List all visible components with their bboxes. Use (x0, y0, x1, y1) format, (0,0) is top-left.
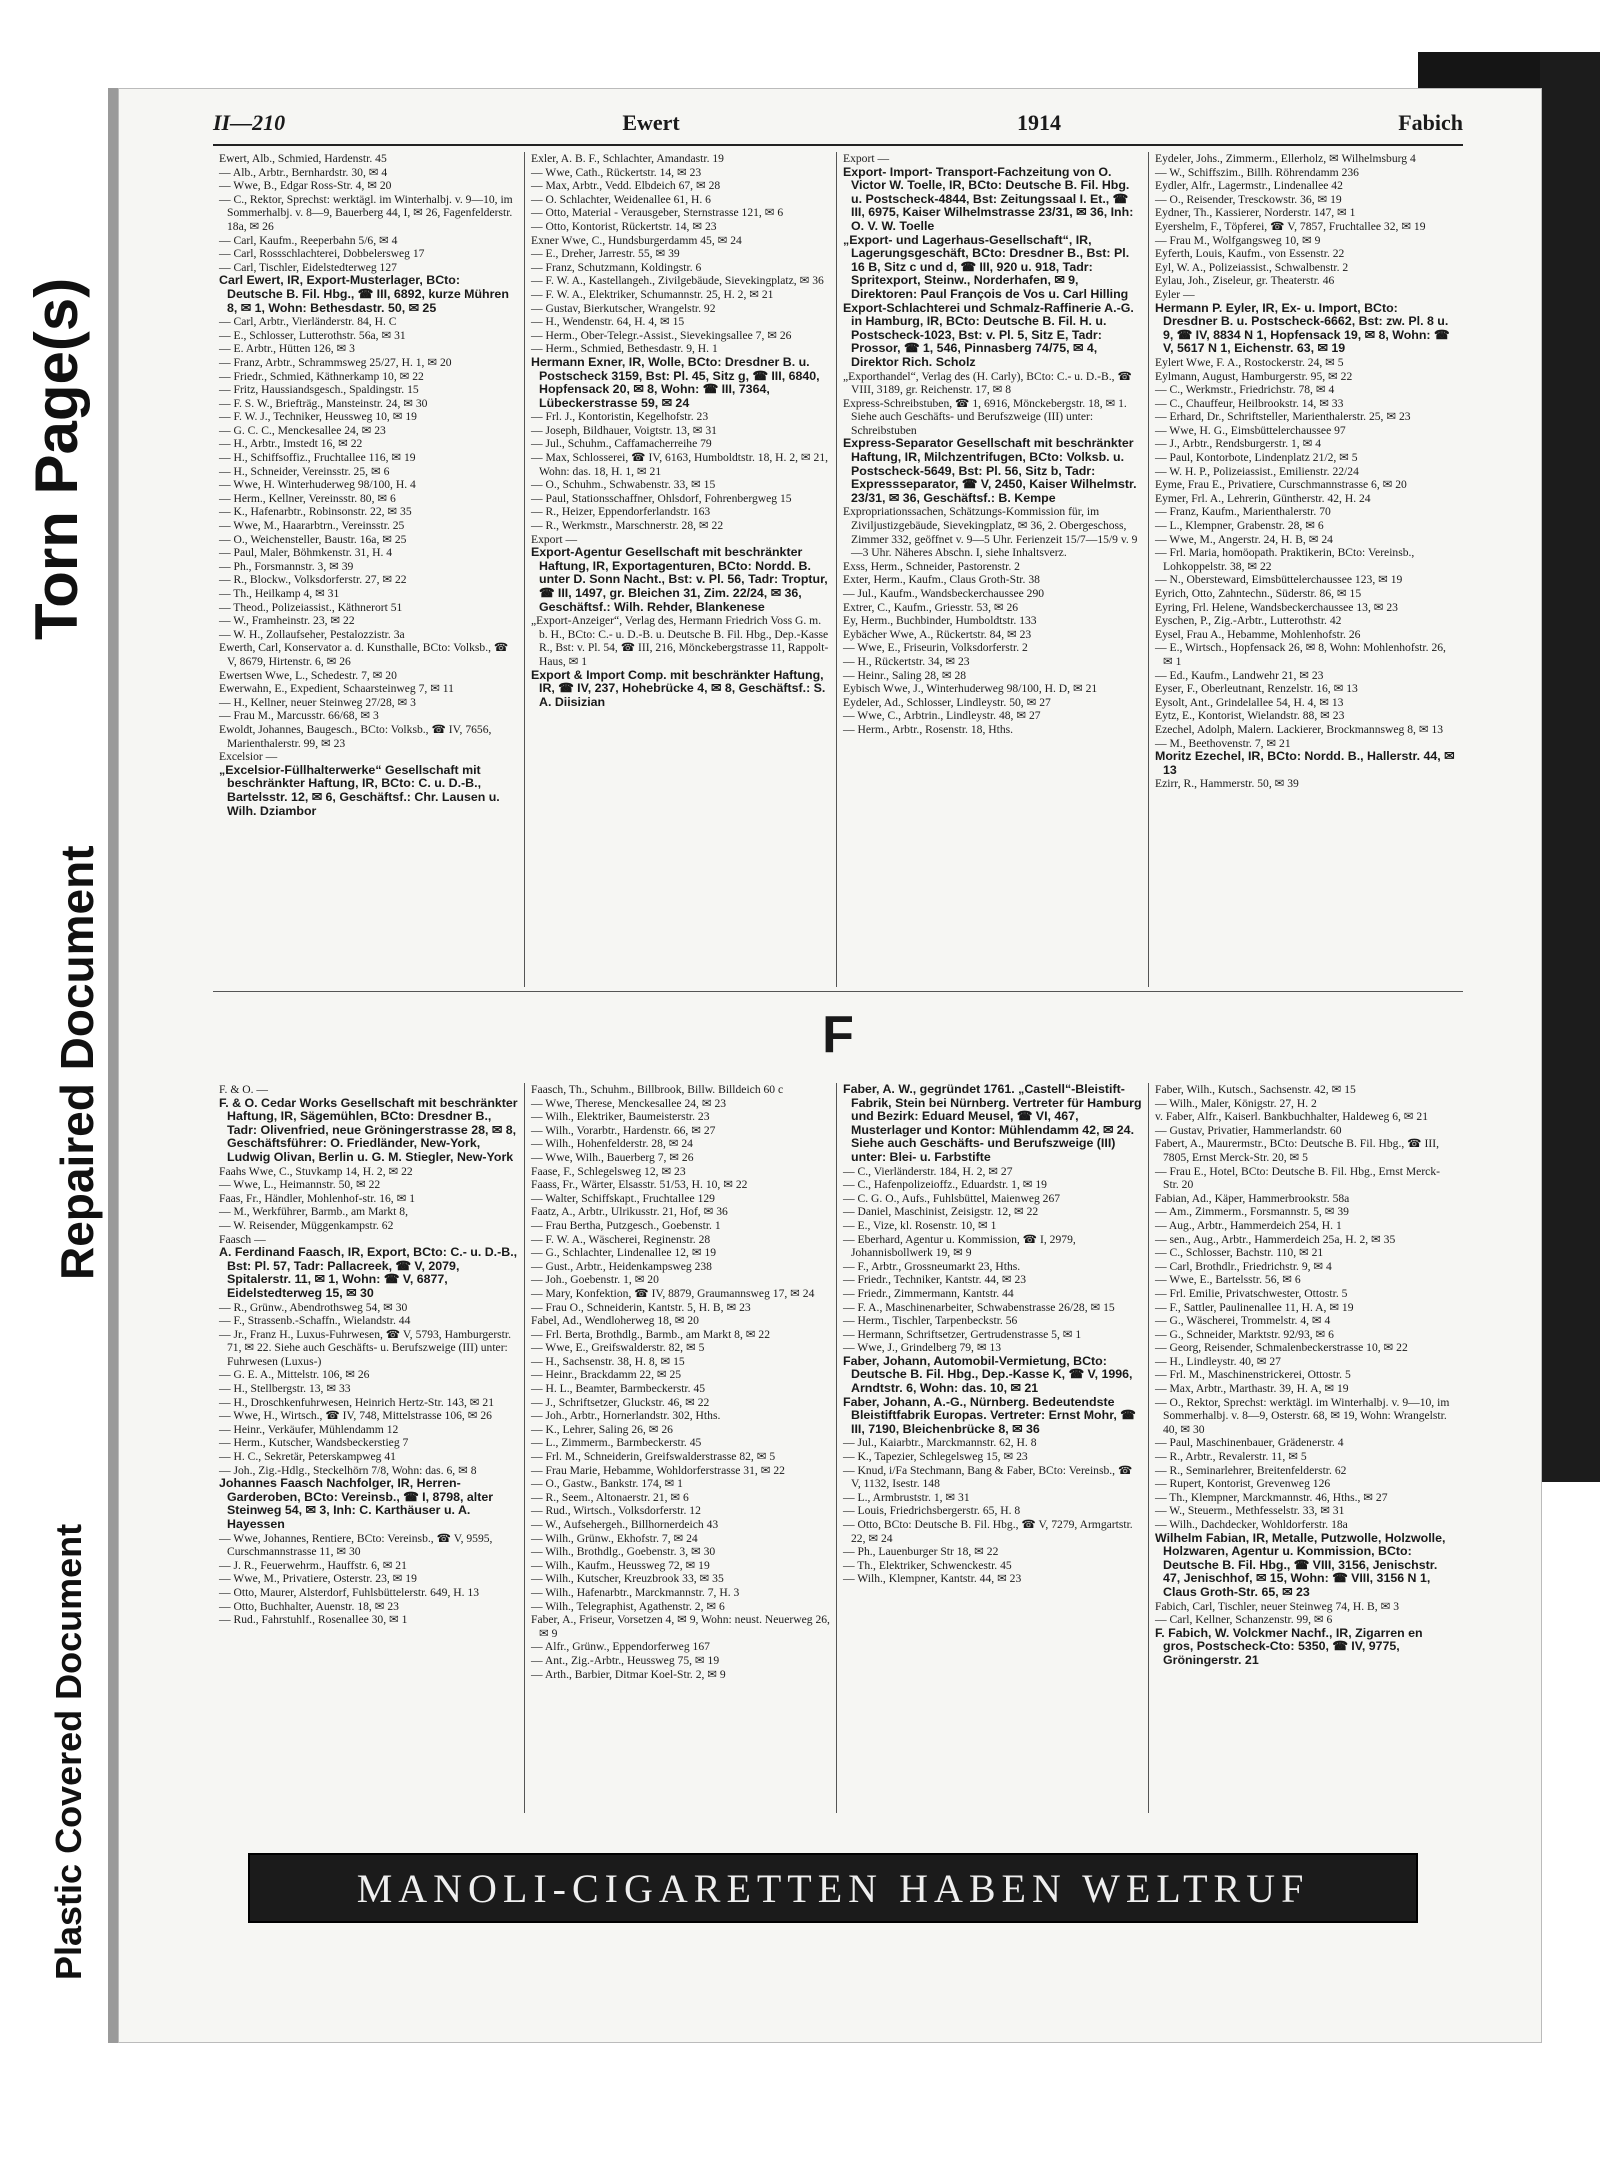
directory-entry: — Frau M., Wolfgangsweg 10, ✉ 9 (1155, 233, 1321, 247)
directory-entry: v. Faber, Alfr., Kaiserl. Bankbuchhalter, Haldeweg 6, ✉ 21 (1155, 1110, 1429, 1124)
directory-entry: — Aug., Arbtr., Hammerdeich 254, H. 1 (1155, 1218, 1342, 1232)
directory-entry: — E., Vize, kl. Rosenstr. 10, ✉ 1 (843, 1218, 997, 1232)
directory-entry: — Franz, Schutzmann, Koldingstr. 6 (531, 260, 702, 274)
directory-entry: Fabian, Ad., Käper, Hammerbrookstr. 58a (1155, 1191, 1350, 1205)
directory-entry: — Th., Elektriker, Schwenckestr. 45 (843, 1558, 1012, 1572)
directory-entry: Faahs Wwe, C., Stuvkamp 14, H. 2, ✉ 22 (219, 1164, 413, 1178)
directory-entry: Eylert Wwe, F. A., Rostockerstr. 24, ✉ 5 (1155, 355, 1344, 369)
directory-entry: — C., Hafenpolizeioffz., Eduardstr. 1, ✉ 19 (843, 1178, 1047, 1192)
directory-entry: Faas, Fr., Händler, Mohlenhof-str. 16, ✉ 1 (219, 1191, 416, 1205)
directory-entry: — E., Wirtsch., Hopfensack 26, ✉ 8, Wohn: Mohlenhofstr. 26, ✉ 1 (1155, 641, 1446, 668)
directory-entry: — Friedr., Schmied, Käthnerkamp 10, ✉ 22 (219, 369, 424, 383)
directory-entry: — Wwe, C., Arbtrin., Lindleystr. 48, ✉ 27 (843, 709, 1041, 723)
directory-entry: — Georg, Reisender, Schmalenbeckerstrasse 10, ✉ 22 (1155, 1341, 1408, 1355)
directory-entry: Export — (531, 532, 578, 546)
directory-entry: F. & O. — (219, 1083, 268, 1096)
directory-entry: — Wilh., Grünw., Ekhofstr. 7, ✉ 24 (531, 1531, 698, 1545)
directory-entry: — R., Arbtr., Revalerstr. 11, ✉ 5 (1155, 1450, 1307, 1464)
directory-entry: — R., Seminarlehrer, Breitenfelderstr. 62 (1155, 1463, 1347, 1477)
directory-entry: Eyler — (1155, 287, 1195, 301)
directory-entry: — Erhard, Dr., Schriftsteller, Marienthalerstr. 25, ✉ 23 (1155, 410, 1411, 424)
directory-entry: Eyl, W. A., Polizeiassist., Schwalbenstr. 2 (1155, 260, 1349, 274)
directory-entry: Exner Wwe, C., Hundsburgerdamm 45, ✉ 24 (531, 233, 742, 247)
directory-entry: — H., Arbtr., Imstedt 16, ✉ 22 (219, 437, 363, 451)
directory-entry: Eysel, Frau A., Hebamme, Mohlenhofstr. 26 (1155, 627, 1361, 641)
section-letter: F (213, 991, 1463, 1077)
directory-entry: — E., Dreher, Jarrestr. 55, ✉ 39 (531, 247, 680, 261)
directory-entry: — Knud, i/Fa Stechmann, Bang & Faber, BCto: Vereinsb., ☎ V, 1132, Isestr. 148 (843, 1463, 1133, 1491)
directory-entry: — Herm., Kellner, Vereinsstr. 80, ✉ 6 (219, 491, 396, 505)
directory-entry: — Theod., Polizeiassist., Käthnerort 51 (219, 600, 403, 614)
directory-entry: — Paul, Kontorbote, Lindenplatz 21/2, ✉ 5 (1155, 451, 1358, 465)
directory-entry: — H., Wendenstr. 64, H. 4, ✉ 15 (531, 315, 685, 329)
directory-entry: — F. W. J., Techniker, Heussweg 10, ✉ 19 (219, 410, 417, 424)
directory-entry: Fabich, Carl, Tischler, neuer Steinweg 74, H. B, ✉ 3 (1155, 1599, 1400, 1613)
directory-entry: — Wwe, M., Privatiere, Osterstr. 23, ✉ 19 (219, 1572, 417, 1586)
directory-entry: — Heinr., Brackdamm 22, ✉ 25 (531, 1368, 682, 1382)
directory-entry: — W. H. P., Polizeiassist., Emilienstr. 22/24 (1155, 464, 1359, 478)
directory-entry: — Max, Arbtr., Vedd. Elbdeich 67, ✉ 28 (531, 179, 721, 193)
directory-entry: „Exporthandel“, Verlag des (H. Carly), BCto: C.- u. D.-B., ☎ VIII, 3189, gr. Reichenstr. 17, ✉ 8 (843, 369, 1132, 397)
directory-entry: Ey, Herm., Buchbinder, Humboldtstr. 133 (843, 614, 1037, 628)
directory-entry: Expropriationssachen, Schätzungs-Kommission für, im Ziviljustizgebäude, Sievekingplatz, ✉ 36, 2. Obergeschoss, Zimmer 332, geöffnet v. 9—5 Uhr. Ferienzeit 15/7—15/9 v. 9—3 Uhr. Näheres Abschn. I, siehe Inhaltsverz. (843, 505, 1138, 560)
directory-entry: — Wwe, H. G., Eimsbüttelerchaussee 97 (1155, 423, 1346, 437)
directory-entry: — Joh., Goebenstr. 1, ✉ 20 (531, 1273, 659, 1287)
directory-entry: Faass, Fr., Wärter, Elsasstr. 51/53, H. 10, ✉ 22 (531, 1178, 748, 1192)
directory-entry: — Wilh., Maler, Königstr. 27, H. 2 (1155, 1096, 1317, 1110)
directory-entry: Eymer, Frl. A., Lehrerin, Güntherstr. 42, H. 24 (1155, 491, 1371, 505)
directory-entry: — Hermann, Schriftsetzer, Gertrudenstrasse 5, ✉ 1 (843, 1327, 1082, 1341)
directory-entry: — H., Droschkenfuhrwesen, Heinrich Hertz-Str. 143, ✉ 21 (219, 1395, 495, 1409)
directory-entry: — Herm., Ober-Telegr.-Assist., Sievekingsallee 7, ✉ 26 (531, 328, 792, 342)
directory-entry: — C., Rektor, Sprechst: werktägl. im Winterhalbj. v. 9—10, im Sommerhalbj. v. 8—9, Bauerberg 44, I, ✉ 26, Fagenfelderstr. 18a, ✉ 26 (219, 192, 513, 233)
directory-entry: — Gust., Arbtr., Heidenkampsweg 238 (531, 1259, 712, 1273)
directory-entry: — Jul., Kaiarbtr., Marckmannstr. 62, H. 8 (843, 1436, 1037, 1450)
directory-entry: — F. A., Maschinenarbeiter, Schwabenstrasse 26/28, ✉ 15 (843, 1300, 1115, 1314)
directory-entry: Eydeler, Johs., Zimmerm., Ellerholz, ✉ Wilhelmsburg 4 (1155, 152, 1416, 165)
directory-entry: Ewoldt, Johannes, Baugesch., BCto: Volksb., ☎ IV, 7656, Marienthalerstr. 99, ✉ 23 (219, 722, 492, 750)
directory-column (213, 152, 525, 987)
directory-entry: — Carl, Kaufm., Reeperbahn 5/6, ✉ 4 (219, 233, 398, 247)
directory-entry: — C., Vierländerstr. 184, H. 2, ✉ 27 (843, 1164, 1013, 1178)
directory-entry: — F. W. A., Elektriker, Schumannstr. 25, H. 2, ✉ 21 (531, 287, 774, 301)
directory-entry: — L., Armbruststr. 1, ✉ 31 (843, 1490, 970, 1504)
directory-entry: — G. E. A., Mittelstr. 106, ✉ 26 (219, 1368, 370, 1382)
directory-entry: Exter, Herm., Kaufm., Claus Groth-Str. 38 (843, 573, 1040, 587)
directory-entry: — R., Werkmstr., Marschnerstr. 28, ✉ 22 (531, 519, 724, 533)
directory-entry: Extrer, C., Kaufm., Griesstr. 53, ✉ 26 (843, 600, 1019, 614)
directory-entry: Export-Agentur Gesellschaft mit beschränkter Haftung, IR, Exportagenturen, BCto: Nordd. B. unter D. Sonn Nacht., Bst: v. Pl. 56, Tadr: Troptur, ☎ III, 1497, gr. Bleichen 31, Zim. 22/24, ✉ 36, Geschäftsf.: Wilh. Rehder, Blankenese (531, 545, 828, 614)
directory-entry: — Gustav, Privatier, Hammerlandstr. 60 (1155, 1123, 1342, 1137)
directory-entry: — H., Sachsenstr. 38, H. 8, ✉ 15 (531, 1354, 685, 1368)
directory-entry: — Franz, Kaufm., Marienthalerstr. 70 (1155, 505, 1331, 519)
directory-entry: — Frl. Emilie, Privatschwester, Ottostr. 5 (1155, 1286, 1348, 1300)
directory-entry: — K., Hafenarbtr., Robinsonstr. 22, ✉ 35 (219, 505, 412, 519)
directory-entry: — Ph., Forsmannstr. 3, ✉ 39 (219, 559, 354, 573)
directory-entry: — F., Sattler, Paulinenallee 11, H. A, ✉ 19 (1155, 1300, 1354, 1314)
directory-entry: — Carl, Tischler, Eidelstedterweg 127 (219, 260, 397, 274)
directory-entry: — Wilh., Brothdlg., Goebenstr. 3, ✉ 30 (531, 1545, 716, 1559)
directory-entry: Export- Import- Transport-Fachzeitung von O. Victor W. Toelle, IR, BCto: Deutsche B. Fil. Hbg. u. Postscheck-4844, Bst: Zeitungssaal I. Et., ☎ III, 6975, Kaiser Wilhelmstrasse 23/31, ✉ 36, Inh: O. V. W. Toelle (843, 164, 1134, 233)
directory-entry: Carl Ewert, IR, Export-Musterlager, BCto: Deutsche B. Fil. Hbg., ☎ III, 6892, kurze Mühren 8, ✉ 1, Wohn: Bethesdastr. 50, ✉ 25 (219, 273, 509, 315)
directory-page (108, 88, 1542, 2043)
directory-entry: — Max, Arbtr., Marthastr. 39, H. A, ✉ 19 (1155, 1382, 1349, 1396)
directory-entry: — Frau E., Hotel, BCto: Deutsche B. Fil. Hbg., Ernst Merck-Str. 20 (1155, 1164, 1440, 1192)
directory-entry: — L., Klempner, Grabenstr. 28, ✉ 6 (1155, 519, 1324, 533)
directory-entry: Eydler, Alfr., Lagermstr., Lindenallee 42 (1155, 179, 1343, 193)
directory-entry: — Th., Klempner, Marckmannstr. 46, Hths., ✉ 27 (1155, 1490, 1388, 1504)
directory-entry: — Wilh., Elektriker, Baumeisterstr. 23 (531, 1110, 710, 1124)
directory-entry: Eysolt, Ant., Grindelallee 54, H. 4, ✉ 13 (1155, 695, 1344, 709)
directory-entry: Ewert, Alb., Schmied, Hardenstr. 45 (219, 152, 387, 165)
directory-entry: — G., Schlachter, Lindenallee 12, ✉ 19 (531, 1246, 717, 1260)
directory-entry: — Otto, Material - Verausgeber, Sternstrasse 121, ✉ 6 (531, 206, 784, 220)
directory-entry: — Daniel, Maschinist, Zeisigstr. 12, ✉ 22 (843, 1205, 1039, 1219)
directory-entry: Ezechel, Adolph, Malern. Lackierer, Brockmannsweg 8, ✉ 13 (1155, 722, 1444, 736)
directory-entry: — R., Grünw., Abendrothsweg 54, ✉ 30 (219, 1300, 408, 1314)
directory-entry: — W., Schiffszim., Billh. Röhrendamm 236 (1155, 165, 1359, 179)
directory-entry: — Joh., Zig.-Hdlg., Steckelhörn 7/8, Wohn: das. 6, ✉ 8 (219, 1463, 477, 1477)
running-head-first-word: Ewert (622, 110, 680, 135)
directory-entry: — G. C. C., Menckesallee 24, ✉ 23 (219, 423, 386, 437)
directory-entry: — Carl, Brothdlr., Friedrichstr. 9, ✉ 4 (1155, 1259, 1332, 1273)
directory-entry: — C., Chauffeur, Heilbrookstr. 14, ✉ 33 (1155, 396, 1344, 410)
directory-entry: — W. H., Zollaufseher, Pestalozzistr. 3a (219, 627, 405, 641)
directory-entry: Ezirr, R., Hammerstr. 50, ✉ 39 (1155, 777, 1299, 791)
directory-entry: Faatz, A., Arbtr., Ulrikusstr. 21, Hof, ✉ 36 (531, 1205, 728, 1219)
directory-entry: — H., Schiffsoffiz., Fruchtallee 116, ✉ 19 (219, 451, 416, 465)
directory-entry: — Max, Schlosserei, ☎ IV, 6163, Humboldtstr. 18, H. 2, ✉ 21, Wohn: das. 18, H. 1, ✉ 21 (531, 451, 829, 478)
directory-entry: — Otto, Maurer, Alsterdorf, Fuhlsbüttelerstr. 649, H. 13 (219, 1585, 480, 1599)
page-number: II—210 (213, 110, 286, 135)
directory-entry: — Th., Heilkamp 4, ✉ 31 (219, 587, 340, 600)
directory-entry: — Wwe, Cath., Rückertstr. 14, ✉ 23 (531, 165, 702, 179)
directory-entry: — O., Reisender, Tresckowstr. 36, ✉ 19 (1155, 192, 1342, 206)
directory-entry: — Paul, Maler, Böhmkenstr. 31, H. 4 (219, 546, 393, 560)
directory-entry: — Wilh., Hohenfelderstr. 28, ✉ 24 (531, 1137, 693, 1151)
directory-entry: Moritz Ezechel, IR, BCto: Nordd. B., Hallerstr. 44, ✉ 13 (1155, 749, 1455, 777)
directory-entry: — Frl. Berta, Brothdlg., Barmb., am Markt 8, ✉ 22 (531, 1327, 770, 1341)
directory-entry: — F. S. W., Briefträg., Mansteinstr. 24, ✉ 30 (219, 396, 428, 410)
directory-entry: — W., Steuerm., Methfesselstr. 33, ✉ 31 (1155, 1504, 1345, 1518)
directory-entry: Eyme, Frau E., Privatiere, Curschmannstrasse 6, ✉ 20 (1155, 478, 1407, 492)
directory-entry: — Frl. J., Kontoristin, Kegelhofstr. 23 (531, 410, 709, 424)
directory-entry: Faber, Wilh., Kutsch., Sachsenstr. 42, ✉ 15 (1155, 1083, 1356, 1096)
directory-entry: Eyferth, Louis, Kaufm., von Essenstr. 22 (1155, 247, 1345, 261)
directory-entry: — R., Heizer, Eppendorferlandstr. 163 (531, 505, 711, 519)
directory-entry: Eyershelm, F., Töpferei, ☎ V, 7857, Fruchtallee 32, ✉ 19 (1155, 219, 1426, 233)
directory-entry: Eyser, F., Oberleutnant, Renzelstr. 16, ✉ 13 (1155, 682, 1358, 696)
directory-entry: — F. W. A., Wäscherei, Reginenstr. 28 (531, 1232, 711, 1246)
directory-entry: Fabel, Ad., Wendloherweg 18, ✉ 20 (531, 1314, 699, 1328)
directory-entry: — Wwe, E., Friseurin, Volksdorferstr. 2 (843, 641, 1028, 655)
page-content (213, 110, 1463, 1813)
directory-entry: — Wilh., Kutscher, Kreuzbrook 33, ✉ 35 (531, 1572, 724, 1586)
directory-entry: — Herm., Schmied, Bethesdastr. 9, H. 1 (531, 342, 718, 356)
directory-entry: — Friedr., Zimmermann, Kantstr. 44 (843, 1286, 1014, 1300)
directory-entry: F. Fabich, W. Volckmer Nachf., IR, Zigarren en gros, Postscheck-Cto: 5350, ☎ IV, 9775, Gröningerstr. 21 (1155, 1625, 1423, 1667)
directory-entry: — Paul, Maschinenbauer, Grädenerstr. 4 (1155, 1436, 1344, 1450)
directory-entry: Export — (843, 152, 890, 165)
directory-entry: — Joseph, Bildhauer, Voigtstr. 13, ✉ 31 (531, 423, 717, 437)
directory-entry: — W., Framheinstr. 23, ✉ 22 (219, 614, 355, 628)
directory-entry: — Alfr., Grünw., Eppendorferweg 167 (531, 1640, 710, 1654)
directory-column (525, 152, 837, 987)
directory-entry: — Heinr., Saling 28, ✉ 28 (843, 668, 967, 682)
directory-entry: F. & O. Cedar Works Gesellschaft mit beschränkter Haftung, IR, Sägemühlen, BCto: Dresdner B., Tadr: Olivenfried, neue Gröningerstrasse 28, ✉ 8, Geschäftsführer: O. Friedländer, New-York, Ludwig Olivan, Berlin u. G. M. Stiegler, New-York (219, 1095, 518, 1164)
advertisement-banner (248, 1853, 1418, 1923)
directory-entry: — Alb., Arbtr., Bernhardstr. 30, ✉ 4 (219, 165, 388, 179)
directory-entry: — Frau Marie, Hebamme, Wohldorferstrasse 31, ✉ 22 (531, 1463, 785, 1477)
directory-entry: — Wilh., Vorarbtr., Hardenstr. 66, ✉ 27 (531, 1123, 716, 1137)
directory-entry: Eylmann, August, Hamburgerstr. 95, ✉ 22 (1155, 369, 1353, 383)
directory-entry: — Wwe, Johannes, Rentiere, BCto: Vereinsb., ☎ V, 9595, Curschmannstrasse 11, ✉ 30 (219, 1531, 493, 1559)
directory-entry: Eylau, Joh., Ziseleur, gr. Theaterstr. 46 (1155, 274, 1335, 288)
directory-entry: Ewerth, Carl, Konservator a. d. Kunsthalle, BCto: Volksb., ☎ V, 8679, Hirtenstr. 6, ✉ 26 (219, 641, 509, 668)
directory-entry: — Wwe, M., Haararbtrn., Vereinsstr. 25 (219, 519, 405, 533)
directory-entry: Eydner, Th., Kassierer, Norderstr. 147, ✉ 1 (1155, 206, 1356, 220)
directory-entry: — Wilh., Kaufm., Heussweg 72, ✉ 19 (531, 1558, 710, 1572)
directory-entry: — Wwe, H., Wirtsch., ☎ IV, 748, Mittelstrasse 106, ✉ 26 (219, 1409, 492, 1423)
directory-entry: — H., Schneider, Vereinsstr. 25, ✉ 6 (219, 464, 390, 478)
directory-entry: — R., Seem., Altonaerstr. 21, ✉ 6 (531, 1490, 689, 1504)
directory-entry: — Frau M., Marcusstr. 66/68, ✉ 3 (219, 709, 379, 723)
directory-entry: „Export-Anzeiger“, Verlag des, Hermann Friedrich Voss G. m. b. H., BCto: C.- u. D.-B. u. Deutsche B. Fil. Hbg., Dep.-Kasse R., Bst: v. Pl. 54, ☎ III, 216, Mönckebergstrasse 11, Rappolt-Haus, ✉ 1 (531, 614, 829, 668)
entries-upper (213, 152, 1463, 987)
directory-entry: — H., Rückertstr. 34, ✉ 23 (843, 654, 970, 668)
directory-entry: — Jr., Franz H., Luxus-Fuhrwesen, ☎ V, 5793, Hamburgerstr. 71, ✉ 22. Siehe auch Geschäfts- u. Berufszweige (III) unter: Fuhrwesen (Luxus-) (219, 1327, 512, 1368)
directory-entry: — L., Zimmerm., Barmbeckerstr. 45 (531, 1436, 702, 1450)
directory-entry: Express-Schreibstuben, ☎ 1, 6916, Mönckebergstr. 18, ✉ 1. Siehe auch Geschäfts- und Berufszweige (III) unter: Schreibstuben (843, 396, 1127, 437)
directory-entry: Faber, A., Friseur, Vorsetzen 4, ✉ 9, Wohn: neust. Neuerweg 26, ✉ 9 (531, 1613, 830, 1640)
directory-entry: — H., Stellbergstr. 13, ✉ 33 (219, 1382, 351, 1396)
directory-entry: Johannes Faasch Nachfolger, IR, Herren-Garderoben, BCto: Vereinsb., ☎ I, 8798, alter Steinweg 54, ✉ 3, Inh: C. Karthäuser u. A. Hayessen (219, 1476, 494, 1531)
directory-entry: — Herm., Arbtr., Rosenstr. 18, Hths. (843, 722, 1014, 736)
directory-entry: — Paul, Stationsschaffner, Ohlsdorf, Fohrenbergweg 15 (531, 491, 792, 505)
directory-entry: — Am., Zimmerm., Forsmannstr. 5, ✉ 39 (1155, 1205, 1349, 1219)
directory-entry: — Rupert, Kontorist, Grevenweg 126 (1155, 1477, 1331, 1491)
directory-entry: Eybisch Wwe, J., Winterhuderweg 98/100, H. D, ✉ 21 (843, 682, 1098, 696)
running-head (213, 110, 1463, 146)
directory-entry: Exler, A. B. F., Schlachter, Amandastr. 19 (531, 152, 724, 165)
directory-entry: — Frl. M., Schneiderin, Greifswalderstrasse 82, ✉ 5 (531, 1450, 776, 1464)
directory-entry: — Ed., Kaufm., Landwehr 21, ✉ 23 (1155, 668, 1324, 682)
directory-entry: — Frau O., Schneiderin, Kantstr. 5, H. B, ✉ 23 (531, 1300, 751, 1314)
directory-entry: — Mary, Konfektion, ☎ IV, 8879, Graumannsweg 17, ✉ 24 (531, 1286, 815, 1300)
directory-entry: — Carl, Arbtr., Vierländerstr. 84, H. C (219, 315, 397, 329)
directory-entry: Faasch — (219, 1232, 266, 1246)
directory-entry: — Frl. Maria, homöopath. Praktikerin, BCto: Vereinsb., Lohkoppelstr. 38, ✉ 22 (1155, 546, 1415, 573)
directory-entry: — Frl. M., Maschinenstrickerei, Ottostr. 5 (1155, 1368, 1351, 1382)
directory-entry: — Rud., Fahrstuhlf., Rosenallee 30, ✉ 1 (219, 1613, 408, 1627)
directory-entry: — Heinr., Verkäufer, Mühlendamm 12 (219, 1422, 399, 1436)
directory-entry: — Otto, Kontorist, Rückertstr. 14, ✉ 23 (531, 219, 717, 233)
directory-column (1149, 1083, 1461, 1813)
directory-entry: — M., Werkführer, Barmb., am Markt 8, (219, 1205, 408, 1219)
directory-entry: „Excelsior-Füllhalterwerke“ Gesellschaft mit beschränkter Haftung, IR, BCto: C. u. D.-B., Bartelsstr. 12, ✉ 6, Geschäftsf.: Chr. Lausen u. Wilh. Dziambor (219, 762, 500, 818)
directory-entry: „Export- und Lagerhaus-Gesellschaft“, IR, Lagerungsgeschäft, BCto: Dresdner B., Bst: Pl. 16 B, Sitz c und d, ☎ III, 920 u. 918, Tadr: Spritexport, Steinw., Norderhafen, ✉ 9, Direktoren: Paul François de Vos u. Carl Hilling (843, 232, 1130, 301)
directory-entry: Faasch, Th., Schuhm., Billbrook, Billw. Billdeich 60 c (531, 1083, 784, 1096)
scan-border-right (1540, 52, 1600, 1482)
directory-entry: — Eberhard, Agentur u. Kommission, ☎ I, 2979, Johannisbollwerk 19, ✉ 9 (843, 1232, 1076, 1260)
directory-entry: Eytz, E., Kontorist, Wielandstr. 88, ✉ 23 (1155, 709, 1345, 723)
directory-entry: — F. W. A., Kastellangeh., Zivilgebäude, Sievekingplatz, ✉ 36 (531, 274, 824, 288)
directory-entry: — C., Werkmstr., Friedrichstr. 78, ✉ 4 (1155, 383, 1335, 397)
directory-entry: — J., Schriftsetzer, Gluckstr. 46, ✉ 22 (531, 1395, 710, 1409)
directory-entry: — Wwe, M., Angerstr. 24, H. B, ✉ 24 (1155, 532, 1333, 546)
directory-entry: — Herm., Tischler, Tarpenbeckstr. 56 (843, 1314, 1018, 1328)
directory-entry: Export-Schlachterei und Schmalz-Raffinerie A.-G. in Hamburg, IR, BCto: Deutsche B. Fil. H. u. Postscheck-1023, Bst: v. Pl. 5, Sitz E, Tadr: Prossor, ☎ 1, 546, Pinnasberg 74/75, ✉ 4, Direktor Rich. Scholz (843, 300, 1134, 369)
directory-entry: — G., Wäscherei, Trommelstr. 4, ✉ 4 (1155, 1314, 1331, 1328)
directory-entry: Excelsior — (219, 750, 278, 764)
directory-entry: — Wwe, J., Grindelberg 79, ✉ 13 (843, 1341, 1002, 1355)
directory-entry: — O. Schlachter, Weidenallee 61, H. 6 (531, 192, 711, 206)
directory-entry: — N., Obersteward, Eimsbüttelerchaussee 123, ✉ 19 (1155, 573, 1403, 587)
directory-entry: Eybächer Wwe, A., Rückertstr. 84, ✉ 23 (843, 627, 1032, 641)
directory-entry: — O., Rektor, Sprechst: werktägl. im Winterhalbj. v. 9—10, im Sommerhalbj. v. 8—9, Osterstr. 68, ✉ 19, Wohn: Wrangelstr. 40, ✉ 30 (1155, 1395, 1450, 1436)
banner-text: MANOLI-CIGARETTEN HABEN WELTRUF (356, 1865, 1310, 1911)
directory-entry: — O., Weichensteller, Baustr. 16a, ✉ 25 (219, 532, 407, 546)
directory-entry: — Louis, Friedrichsbergerstr. 65, H. 8 (843, 1504, 1021, 1518)
directory-entry: — M., Beethovenstr. 7, ✉ 21 (1155, 736, 1291, 750)
directory-entry: — Wwe, B., Edgar Ross-Str. 4, ✉ 20 (219, 179, 392, 193)
directory-entry: Eydeler, Ad., Schlosser, Lindleystr. 50, ✉ 27 (843, 695, 1051, 709)
directory-entry: — Wwe, L., Heimannstr. 50, ✉ 22 (219, 1178, 381, 1192)
directory-entry: — Carl, Rossschlachterei, Dobbelersweg 17 (219, 247, 425, 261)
directory-entry: — Wwe, Wilh., Bauerberg 7, ✉ 26 (531, 1150, 694, 1164)
directory-entry: Eyschen, P., Zig.-Arbtr., Lutterothstr. 42 (1155, 614, 1342, 628)
directory-entry: — W. Reisender, Müggenkampstr. 62 (219, 1218, 394, 1232)
directory-entry: — Wwe, E., Greifswalderstr. 82, ✉ 5 (531, 1341, 705, 1355)
directory-entry: A. Ferdinand Faasch, IR, Export, BCto: C.- u. D.-B., Bst: Pl. 57, Tadr: Pallacreek, ☎ V, 2079, Spitalerstr. 11, ✉ 1, Wohn: ☎ V, 6877, Eidelstedterweg 15, ✉ 30 (219, 1245, 518, 1300)
directory-column (837, 152, 1149, 987)
directory-column (213, 1083, 525, 1813)
plastic-covered-label: Plastic Covered Document (48, 1523, 89, 1980)
directory-entry: — F., Strassenb.-Schaffn., Wielandstr. 44 (219, 1314, 411, 1328)
directory-entry: Exss, Herm., Schneider, Pastorenstr. 2 (843, 559, 1020, 573)
directory-entry: Eyrich, Otto, Zahntechn., Süderstr. 86, ✉ 15 (1155, 587, 1362, 600)
directory-entry: — Ph., Lauenburger Str 18, ✉ 22 (843, 1545, 999, 1559)
directory-entry: — E., Schlosser, Lutterothstr. 56a, ✉ 31 (219, 328, 406, 342)
directory-entry: — W., Aufsehergeh., Billhornerdeich 43 (531, 1518, 719, 1531)
directory-entry: — Carl, Kellner, Schanzenstr. 99, ✉ 6 (1155, 1613, 1333, 1627)
directory-column (525, 1083, 837, 1813)
directory-entry: — Gustav, Bierkutscher, Wrangelstr. 92 (531, 301, 716, 315)
directory-entry: Faber, Johann, A.-G., Nürnberg. Bedeutendste Bleistiftfabrik Europas. Vertreter: Ernst Mohr, ☎ III, 7190, Bleichenbrücke 8, ✉ 36 (843, 1394, 1136, 1436)
running-head-last-word: Fabich (1398, 110, 1463, 135)
directory-entry: — Franz, Arbtr., Schrammsweg 25/27, H. 1, ✉ 20 (219, 355, 452, 369)
directory-entry: — sen., Aug., Arbtr., Hammerdeich 25a, H. 2, ✉ 35 (1155, 1232, 1396, 1246)
directory-entry: — H. C., Sekretär, Peterskampweg 41 (219, 1450, 396, 1464)
directory-entry: — K., Tapezier, Schlegelsweg 15, ✉ 23 (843, 1450, 1028, 1464)
repaired-document-label: Repaired Document (51, 845, 103, 1280)
directory-entry: Express-Separator Gesellschaft mit beschränkter Haftung, IR, Milchzentrifugen, BCto: Volksb. u. Postscheck-5649, Bst: Pl. 56, Sitz b, Tadr: Expressseparator, ☎ V, 2450, Kaiser Wilhelmstr. 23/31, ✉ 36, Geschäftsf.: B. Kempe (843, 436, 1137, 505)
directory-entry: — Walter, Schiffskapt., Fruchtallee 129 (531, 1191, 715, 1205)
directory-entry: — J. R., Feuerwehrm., Hauffstr. 6, ✉ 21 (219, 1558, 407, 1572)
directory-entry: — Friedr., Techniker, Kantstr. 44, ✉ 23 (843, 1273, 1027, 1287)
directory-entry: — F., Arbtr., Grossneumarkt 23, Hths. (843, 1259, 1021, 1273)
directory-column (1149, 152, 1461, 987)
directory-entry: Faber, Johann, Automobil-Vermietung, BCto: Deutsche B. Fil. Hbg., Dep.-Kasse K, ☎ V, 1996, Arndtstr. 6, Wohn: das. 10, ✉ 21 (843, 1353, 1133, 1396)
directory-entry: — Wilh., Dachdecker, Wohldorferstr. 18a (1155, 1518, 1348, 1531)
directory-entry: — Wilh., Klempner, Kantstr. 44, ✉ 23 (843, 1572, 1022, 1586)
directory-entry: — O., Schuhm., Schwabenstr. 33, ✉ 15 (531, 478, 716, 492)
directory-entry: — E. Arbtr., Hütten 126, ✉ 3 (219, 342, 355, 356)
directory-entry: — K., Lehrer, Saling 26, ✉ 26 (531, 1422, 673, 1436)
directory-entry: Hermann Exner, IR, Wolle, BCto: Dresdner B. u. Postscheck 3159, Bst: Pl. 45, Sitz g, ☎ III, 6840, Hopfensack 20, ✉ 8, Wohn: ☎ III, 7364, Lübeckerstrasse 59, ✉ 24 (531, 354, 820, 410)
directory-entry: Ewerwahn, E., Expedient, Schaarsteinweg 7, ✉ 11 (219, 682, 454, 696)
directory-entry: — Ant., Zig.-Arbtr., Heussweg 75, ✉ 19 (531, 1653, 720, 1667)
directory-entry: — Otto, Buchhalter, Auenstr. 18, ✉ 23 (219, 1599, 399, 1613)
directory-entry: — Otto, BCto: Deutsche B. Fil. Hbg., ☎ V, 7279, Armgartstr. 22, ✉ 24 (843, 1518, 1133, 1545)
directory-entry: Faber, A. W., gegründet 1761. „Castell“-Bleistift-Fabrik, Stein bei Nürnberg. Vertreter für Hamburg und Bezirk: Eduard Meusel, ☎ VI, 467, Musterlager und Kontor: Mühlendamm 42, ✉ 24. Siehe auch Geschäfts- und Berufszweige (III) unter: Blei- u. Farbstifte (843, 1083, 1142, 1164)
directory-entry: — C., Schlosser, Bachstr. 110, ✉ 21 (1155, 1246, 1324, 1260)
directory-entry: — Rud., Wirtsch., Volksdorferstr. 12 (531, 1504, 701, 1518)
entries-lower (213, 1083, 1463, 1813)
directory-entry: — Wwe, E., Bartelsstr. 56, ✉ 6 (1155, 1273, 1301, 1287)
torn-pages-label: Torn Page(s) (23, 277, 90, 640)
directory-entry: Fabert, A., Maurermstr., BCto: Deutsche B. Fil. Hbg., ☎ III, 7805, Ernst Merck-Str. 20, ✉ 5 (1155, 1137, 1439, 1164)
directory-entry: — C. G. O., Aufs., Fuhlsbüttel, Maienweg 267 (843, 1191, 1061, 1205)
directory-entry: Hermann P. Eyler, IR, Ex- u. Import, BCto: Dresdner B. u. Postscheck-6662, Bst: zw. Pl. 8 u. 9, ☎ IV, 8834 N 1, Hopfensack 19, ✉ 8, Wohn: ☎ V, 5617 N 1, Eichenstr. 63, ✉ 19 (1155, 300, 1450, 356)
directory-entry: — O., Gastw., Bankstr. 174, ✉ 1 (531, 1477, 683, 1491)
directory-entry: — Frau Bertha, Putzgesch., Goebenstr. 1 (531, 1218, 721, 1232)
directory-entry: — Arth., Barbier, Ditmar Koel-Str. 2, ✉ 9 (531, 1667, 726, 1681)
directory-entry: — Wwe, Therese, Menckesallee 24, ✉ 23 (531, 1096, 727, 1110)
directory-entry: — H. L., Beamter, Barmbeckerstr. 45 (531, 1382, 706, 1396)
directory-entry: — Wilh., Telegraphist, Agathenstr. 2, ✉ 6 (531, 1599, 725, 1613)
directory-entry: — H., Kellner, neuer Steinweg 27/28, ✉ 3 (219, 695, 416, 709)
directory-entry: — Joh., Arbtr., Hornerlandstr. 302, Hths. (531, 1409, 721, 1423)
directory-entry: — Wilh., Hafenarbtr., Marckmannstr. 7, H. 3 (531, 1585, 740, 1599)
running-head-year: 1914 (1016, 110, 1061, 135)
directory-entry: — H., Lindleystr. 40, ✉ 27 (1155, 1354, 1281, 1368)
directory-entry: — Fritz, Haussiandsgesch., Spaldingstr. 15 (219, 383, 419, 397)
directory-entry: — J., Arbtr., Rendsburgerstr. 1, ✉ 4 (1155, 437, 1322, 451)
directory-entry: — Jul., Kaufm., Wandsbeckerchaussee 290 (843, 587, 1045, 600)
directory-entry: Eyring, Frl. Helene, Wandsbeckerchaussee 13, ✉ 23 (1155, 600, 1398, 614)
directory-entry: Faase, F., Schlegelsweg 12, ✉ 23 (531, 1164, 686, 1178)
directory-entry: Ewertsen Wwe, L., Schedestr. 7, ✉ 20 (219, 668, 397, 682)
directory-entry: — G., Schneider, Marktstr. 92/93, ✉ 6 (1155, 1327, 1334, 1341)
directory-entry: — Wwe, H. Winterhuderweg 98/100, H. 4 (219, 478, 416, 492)
directory-entry: — R., Blockw., Volksdorferstr. 27, ✉ 22 (219, 573, 407, 587)
directory-entry: Export & Import Comp. mit beschränkter Haftung, IR, ☎ IV, 237, Hohebrücke 4, ✉ 8, Geschäftsf.: S. A. Diisizian (531, 667, 826, 709)
directory-column (837, 1083, 1149, 1813)
directory-entry: — Herm., Kutscher, Wandsbeckerstieg 7 (219, 1436, 409, 1450)
directory-entry: Wilhelm Fabian, IR, Metalle, Putzwolle, Holzwolle, Holzwaren, Agentur u. Kommission, BCto: Deutsche B. Fil. Hbg., ☎ VIII, 3156, Jenischstr. 47, Jenischhof, ✉ 15, Wohn: ☎ VIII, 3156 N 1, Claus Groth-Str. 65, ✉ 23 (1155, 1530, 1446, 1599)
directory-entry: — Jul., Schuhm., Caffamacherreihe 79 (531, 437, 712, 451)
